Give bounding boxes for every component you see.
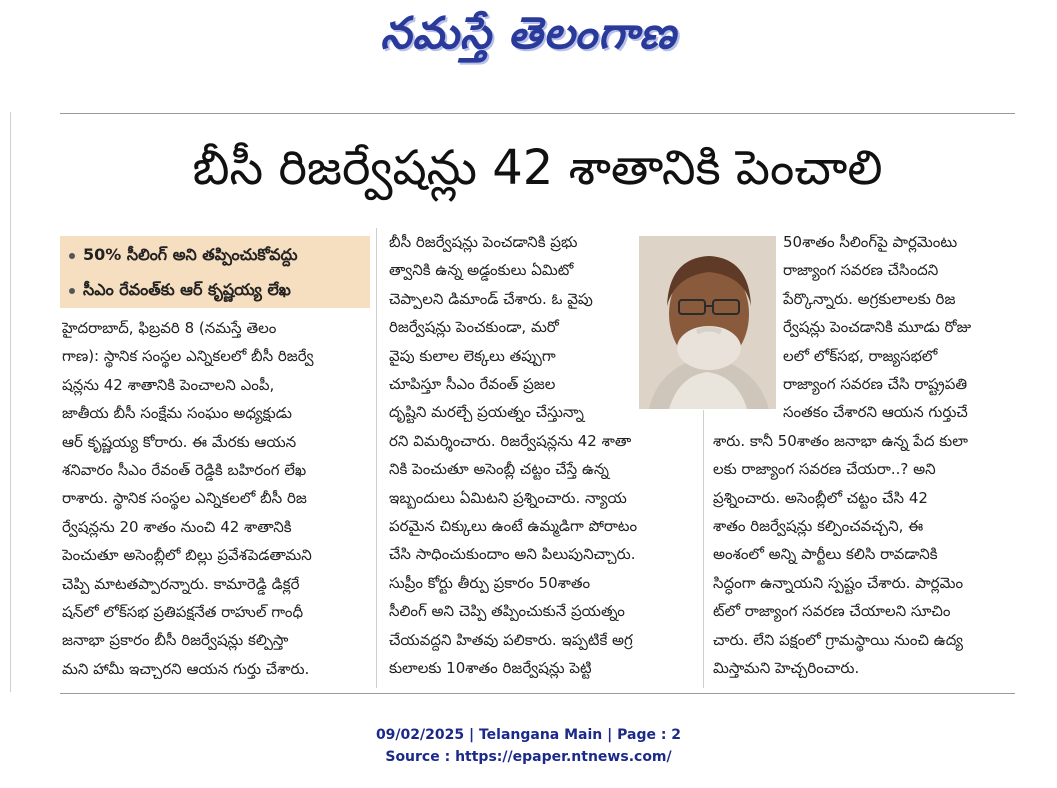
text-line: రాశారు. స్థానిక సంస్థల ఎన్నికలలో బీసీ రిజ: [62, 489, 307, 508]
text-line: శాతం రిజర్వేషన్లు కల్పించవచ్చని, ఈ: [713, 517, 924, 536]
text-line: చూపిస్తూ సీఎం రేవంత్ ప్రజల: [389, 375, 556, 394]
text-line: చెప్పాలని డిమాండ్ చేశారు. ఓ వైపు: [389, 289, 593, 308]
text-line: షన్లను 42 శాతానికి పెంచాలని ఎంపీ,: [62, 375, 275, 394]
footer-edition-info: 09/02/2025 | Telangana Main | Page : 2: [375, 727, 682, 743]
footer: [0, 724, 1057, 768]
bullet-icon: [69, 288, 75, 294]
text-line: ఆర్ కృష్ణయ్య కోరారు. ఈ మేరకు ఆయన: [62, 432, 297, 451]
text-line: జనాభా ప్రకారం బీసీ రిజర్వేషన్లు కల్పిస్తా: [62, 631, 289, 650]
highlight-text: సీఎం రేవంత్‌కు ఆర్ కృష్ణయ్య లేఖ: [83, 279, 291, 299]
text-line: సుప్రీం కోర్టు తీర్పు ప్రకారం 50శాతం: [389, 573, 591, 592]
text-line: ట్‌లో రాజ్యాంగ సవరణ చేయాలని సూచిం: [713, 602, 951, 621]
text-line: కులాలకు 10శాతం రిజర్వేషన్లు పెట్టి: [389, 659, 592, 678]
text-line: 50శాతం సీలింగ్‌పై పార్లమెంటు: [783, 233, 958, 251]
text-line: రాజ్యాంగ సవరణ చేసి రాష్ట్రపతి: [783, 375, 968, 394]
page-edge-line: [10, 112, 11, 692]
article-headline: బీసీ రిజర్వేషన్లు 42 శాతానికి పెంచాలి: [192, 140, 883, 196]
text-line: నికి పెంచుతూ అసెంబ్లీ చట్టం చేస్తే ఉన్న: [389, 460, 609, 479]
highlight-item: [60, 241, 370, 271]
text-line: రిజర్వేషన్లు పెంచకుండా, మరో: [389, 318, 559, 337]
article-column-3: [713, 228, 1018, 683]
text-line: ప్రశ్నించారు. అసెంబ్లీలో చట్టం చేసి 42: [713, 488, 928, 507]
bottom-rule: [60, 693, 1015, 694]
text-line: పేర్కొన్నారు. అగ్రకులాలకు రిజ: [783, 289, 956, 308]
bullet-icon: [69, 253, 75, 259]
text-line: అంశంలో అన్ని పార్టీలు కలిసి రావడానికి: [713, 545, 938, 564]
text-line: సిద్ధంగా ఉన్నాయని స్పష్టం చేశారు. పార్లమెం: [713, 573, 964, 592]
text-line: సీలింగ్ అని చెప్పి తప్పించుకునే ప్రయత్నం: [389, 602, 625, 621]
text-line: లలో లోక్‌సభ, రాజ్యసభలో: [783, 346, 938, 365]
text-line: చేయవద్దని హితవు పలికారు. ఇప్పటికే అగ్ర: [389, 630, 633, 649]
text-line: ర్వేషన్లను 20 శాతం నుంచి 42 శాతానికి: [62, 517, 292, 536]
highlight-text: 50% సీలింగ్ అని తప్పించుకోవద్దు: [83, 244, 298, 264]
column-divider: [376, 228, 377, 688]
top-rule: [60, 113, 1015, 114]
text-line: చెప్పి మాటతప్పారన్నారు. కామారెడ్డి డిక్లరే: [62, 574, 300, 593]
text-line: త్వానికి ఉన్న అడ్డంకులు ఏమిటో: [389, 261, 574, 280]
column-3-narrow-block: [713, 228, 1018, 427]
text-line: శారు. కానీ 50శాతం జనాభా ఉన్న పేద కులా: [713, 431, 968, 450]
text-line: జాతీయ బీసీ సంక్షేమ సంఘం అధ్యక్షుడు: [62, 404, 292, 423]
text-line: ర్వేషన్లు పెంచడానికి మూడు రోజు: [783, 318, 972, 337]
text-line: మని హామీ ఇచ్చారని ఆయన గుర్తు చేశారు.: [62, 659, 310, 678]
article-column-1: [62, 314, 364, 683]
footer-source-link[interactable]: Source : https://epaper.ntnews.com/: [385, 749, 672, 765]
text-line: హైదరాబాద్, ఫిబ్రవరి 8 (నమస్తే తెలం: [62, 319, 277, 337]
text-line: దృష్టిని మరల్చే ప్రయత్నం చేస్తున్నా: [389, 403, 584, 422]
masthead: [0, 0, 1057, 80]
text-line: పరమైన చిక్కులు ఉంటే ఉమ్మడిగా పోరాటం: [389, 517, 638, 536]
text-line: సంతకం చేశారని ఆయన గుర్తుచే: [783, 403, 968, 422]
column-divider: [703, 410, 704, 688]
text-line: చారు. లేని పక్షంలో గ్రామస్థాయి నుంచి ఉద్య: [713, 630, 964, 649]
text-line: చేసి సాధించుకుందాం అని పిలుపునిచ్చారు.: [389, 545, 636, 564]
masthead-title: నమస్తే తెలంగాణ: [380, 8, 677, 59]
highlight-item: [60, 276, 370, 306]
text-line: లకు రాజ్యాంగ సవరణ చేయరా..? అని: [713, 460, 936, 479]
text-line: రని విమర్శించారు. రిజర్వేషన్లను 42 శాతా: [389, 431, 632, 450]
highlights-box: [60, 236, 370, 308]
text-line: వైపు కులాల లెక్కలు తప్పుగా: [389, 346, 556, 365]
text-line: ఇబ్బందులు ఏమిటని ప్రశ్నించారు. న్యాయ: [389, 488, 627, 507]
text-line: షన్‌లో లోక్‌సభ ప్రతిపక్షనేత రాహుల్ గాంధీ: [62, 603, 304, 622]
text-line: శనివారం సీఎం రేవంత్ రెడ్డికి బహిరంగ లేఖ: [62, 461, 307, 480]
text-line: మిస్తామని హెచ్చరించారు.: [713, 659, 860, 678]
text-line: గాణ): స్థానిక సంస్థల ఎన్నికలలో బీసీ రిజర్వే: [62, 347, 314, 366]
text-line: బీసీ రిజర్వేషన్లు పెంచడానికి ప్రభు: [389, 233, 578, 251]
text-line: రాజ్యాంగ సవరణ చేసిందని: [783, 261, 939, 280]
text-line: పెంచుతూ అసెంబ్లీలో బిల్లు ప్రవేశపెడతామని: [62, 546, 312, 565]
